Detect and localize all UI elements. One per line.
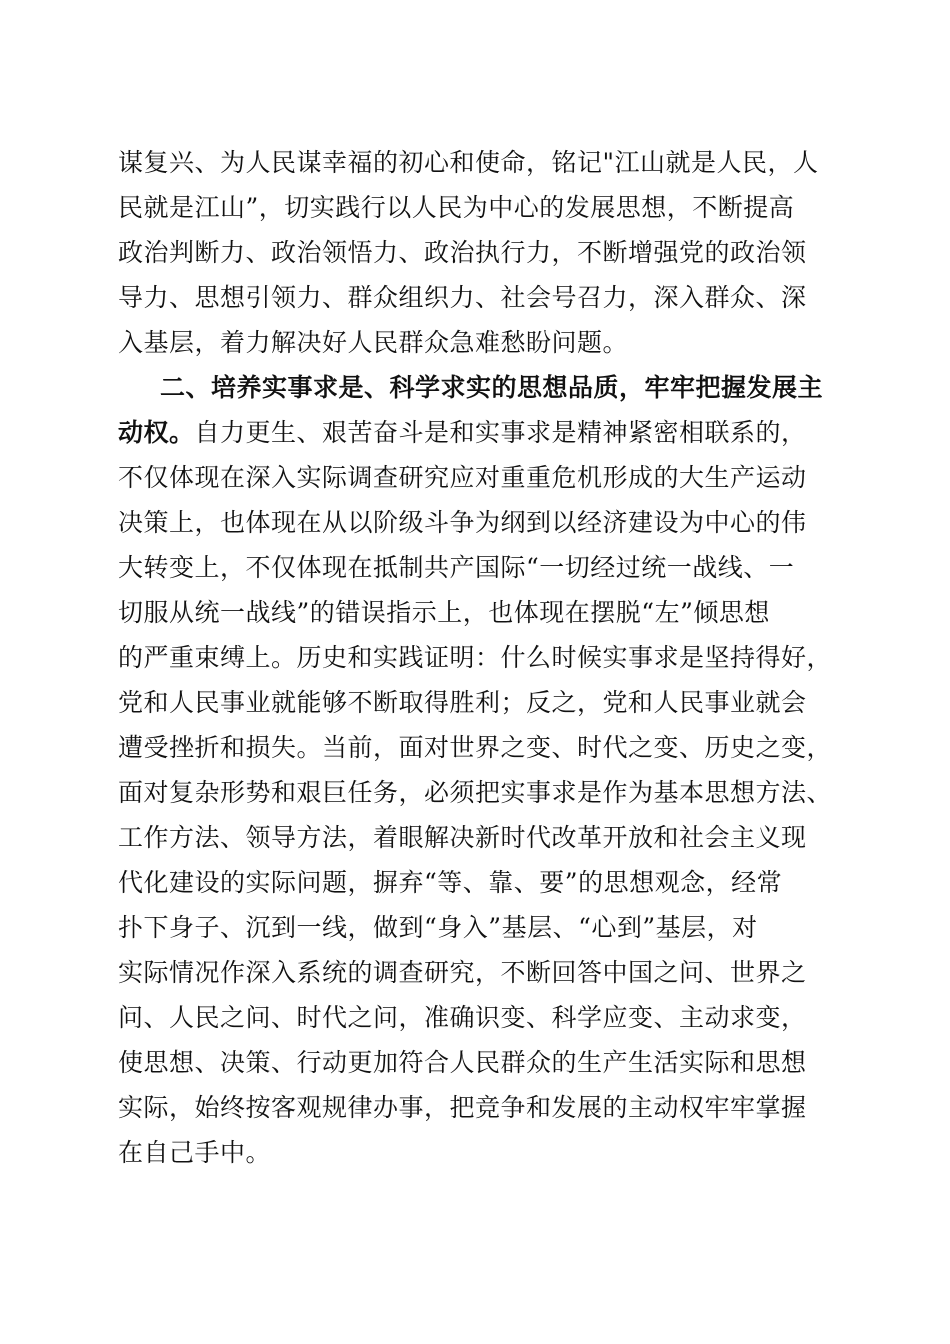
paragraph2-line-2: 不仅体现在深入实际调查研究应对重重危机形成的大生产运动 [118,463,807,492]
paragraph1-line-4: 导力、思想引领力、群众组织力、社会号召力，深入群众、深 [118,283,807,312]
paragraph2-line-7: 党和人民事业就能够不断取得胜利；反之，党和人民事业就会 [118,688,807,717]
paragraph1-line-5: 入基层，着力解决好人民群众急难愁盼问题。 [118,328,629,357]
paragraph2-line-1-text: 自力更生、艰苦奋斗是和实事求是精神紧密相联系的， [194,418,807,447]
paragraph2-line-12: 扑下身子、沉到一线，做到“身入”基层、“心到”基层，对 [118,913,758,942]
paragraph2-line-8: 遭受挫折和损失。当前，面对世界之变、时代之变、历史之变， [118,733,833,762]
paragraph2-line-3: 决策上，也体现在从以阶级斗争为纲到以经济建设为中心的伟 [118,508,807,537]
paragraph2-line-1 [118,418,858,448]
paragraph2-line-17: 在自己手中。 [118,1138,272,1167]
paragraph2-line-10: 工作方法、领导方法，着眼解决新时代改革开放和社会主义现 [118,823,807,852]
paragraph2-line-11: 代化建设的实际问题，摒弃“等、靠、要”的思想观念，经常 [118,868,783,897]
paragraph2-line-9: 面对复杂形势和艰巨任务，必须把实事求是作为基本思想方法、 [118,778,833,807]
section-heading-end: 动权。 [118,418,195,447]
paragraph2-line-15: 使思想、决策、行动更加符合人民群众的生产生活实际和思想 [118,1048,807,1077]
paragraph2-line-16: 实际，始终按客观规律办事，把竞争和发展的主动权牢牢掌握 [118,1093,807,1122]
section-heading: 二、培养实事求是、科学求实的思想品质，牢牢把握发展主 [160,373,824,402]
paragraph2-line-4: 大转变上，不仅体现在抵制共产国际“一切经过统一战线、一 [118,553,795,582]
paragraph2-line-14: 问、人民之问、时代之问，准确识变、科学应变、主动求变， [118,1003,807,1032]
paragraph2-line-6: 的严重束缚上。历史和实践证明：什么时候实事求是坚持得好， [118,643,833,672]
paragraph2-line-5: 切服从统一战线”的错误指示上，也体现在摆脱“左”倾思想 [118,598,770,627]
paragraph1-line-1: 谋复兴、为人民谋幸福的初心和使命，铭记"江山就是人民，人 [118,148,819,177]
paragraph1-line-2: 民就是江山”，切实践行以人民为中心的发展思想，不断提高 [118,193,795,222]
paragraph1-line-3: 政治判断力、政治领悟力、政治执行力，不断增强党的政治领 [118,238,807,267]
paragraph2-line-13: 实际情况作深入系统的调查研究，不断回答中国之问、世界之 [118,958,807,987]
